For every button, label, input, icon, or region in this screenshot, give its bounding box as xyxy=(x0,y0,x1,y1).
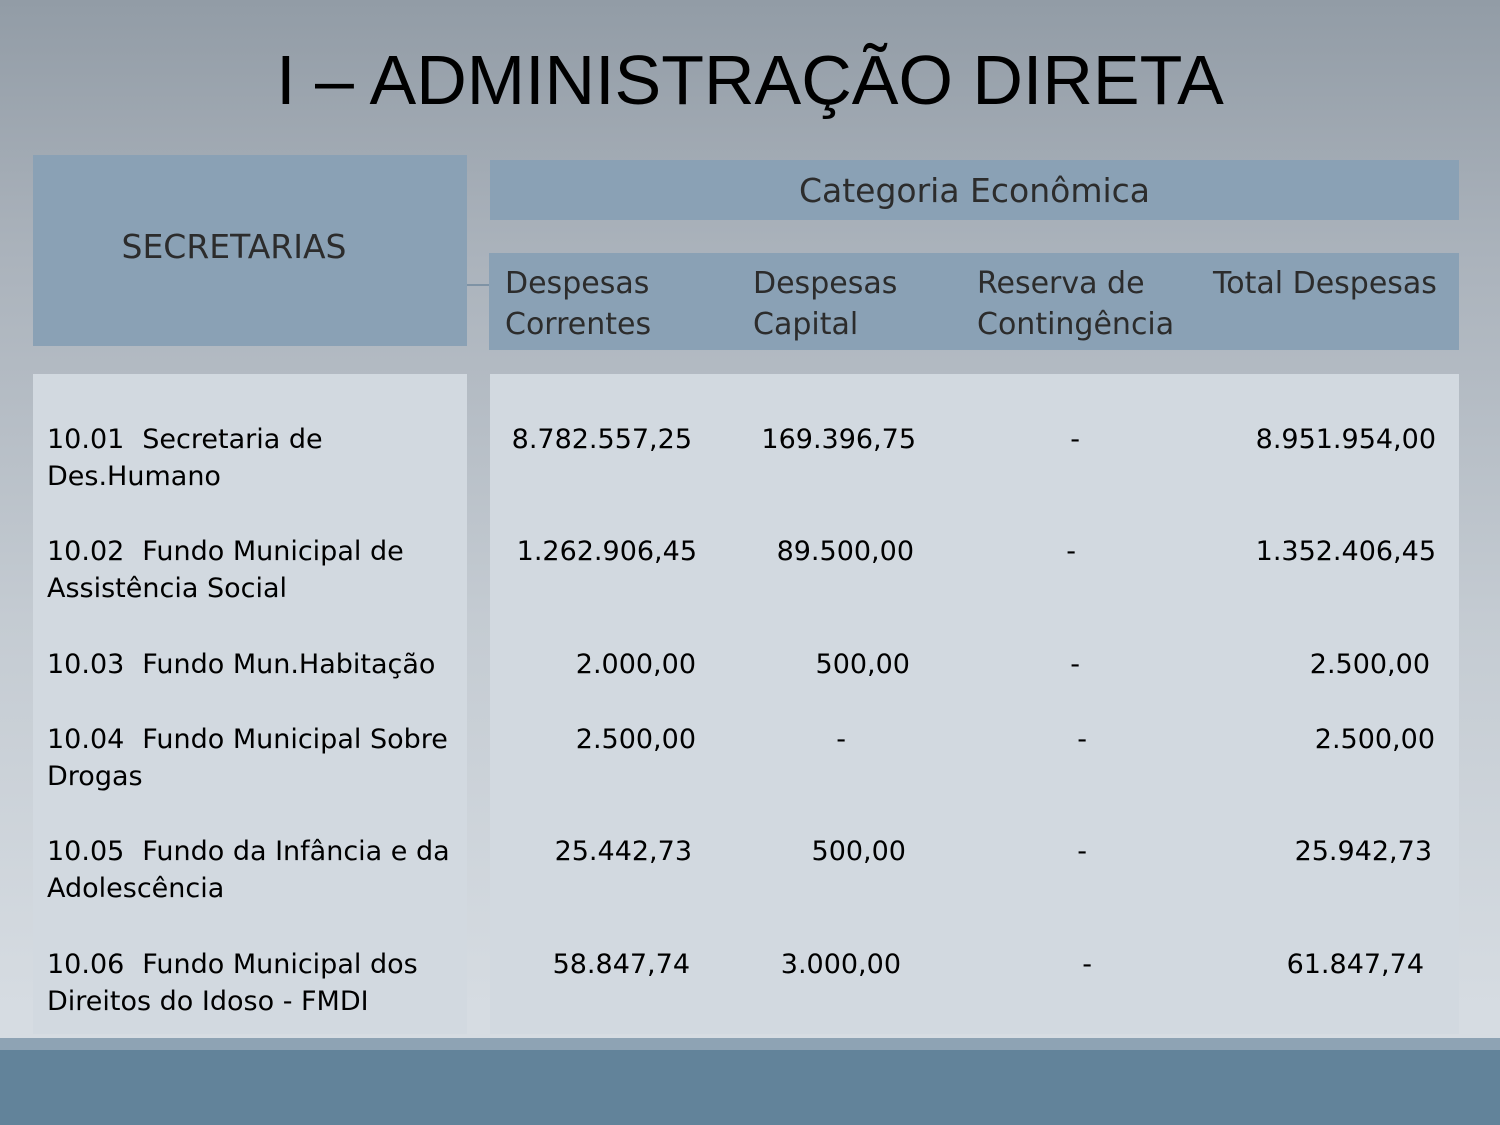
column-headers xyxy=(489,253,1459,350)
table-row-name xyxy=(47,721,462,795)
values-body xyxy=(490,374,1459,1034)
row-despesas-capital: 89.500,00 xyxy=(776,536,914,567)
row-despesas-capital: 500,00 xyxy=(815,649,910,680)
header-connector-line xyxy=(467,284,490,286)
row-code: 10.04 xyxy=(47,724,125,755)
row-despesas-correntes: 2.500,00 xyxy=(575,724,696,755)
row-despesas-correntes: 1.262.906,45 xyxy=(516,536,697,567)
row-despesas-capital: 3.000,00 xyxy=(780,949,901,980)
categoria-economica-label: Categoria Econômica xyxy=(798,170,1151,210)
column-header-total-despesas: Total Despesas xyxy=(1213,266,1437,301)
row-total-despesas: 2.500,00 xyxy=(1314,724,1435,755)
secretarias-header-label: SECRETARIAS xyxy=(121,227,347,266)
row-despesas-capital: 500,00 xyxy=(811,836,906,867)
row-label: Fundo Municipal de Assistência Social xyxy=(47,536,404,604)
row-reserva-contingencia: - xyxy=(1066,536,1076,567)
table-row-name xyxy=(47,533,462,607)
footer-band xyxy=(0,1050,1500,1125)
row-despesas-correntes: 2.000,00 xyxy=(575,649,696,680)
row-despesas-capital: - xyxy=(836,724,846,755)
row-label: Fundo Municipal Sobre Drogas xyxy=(47,724,448,792)
column-header-reserva-contingencia: Reserva de Contingência xyxy=(977,266,1175,342)
row-reserva-contingencia: - xyxy=(1082,949,1092,980)
row-code: 10.03 xyxy=(47,649,125,680)
row-code: 10.05 xyxy=(47,836,125,867)
column-header-despesas-capital: Despesas Capital xyxy=(753,266,898,342)
row-total-despesas: 8.951.954,00 xyxy=(1255,424,1436,455)
row-total-despesas: 61.847,74 xyxy=(1286,949,1424,980)
table-row-name xyxy=(47,646,462,683)
row-label: Fundo da Infância e da Adolescência xyxy=(47,836,450,904)
table-row-name xyxy=(47,946,462,1020)
row-despesas-capital: 169.396,75 xyxy=(761,424,916,455)
row-total-despesas: 1.352.406,45 xyxy=(1255,536,1436,567)
row-despesas-correntes: 8.782.557,25 xyxy=(511,424,692,455)
row-total-despesas: 2.500,00 xyxy=(1309,649,1430,680)
table-row-name xyxy=(47,833,462,907)
row-reserva-contingencia: - xyxy=(1070,649,1080,680)
row-despesas-correntes: 25.442,73 xyxy=(554,836,692,867)
row-despesas-correntes: 58.847,74 xyxy=(552,949,690,980)
categoria-economica-header xyxy=(490,160,1459,220)
row-label: Secretaria de Des.Humano xyxy=(47,424,323,492)
row-code: 10.06 xyxy=(47,949,125,980)
page-title: I – ADMINISTRAÇÃO DIRETA xyxy=(276,41,1224,119)
footer-accent-line xyxy=(0,1038,1500,1050)
row-code: 10.01 xyxy=(47,424,125,455)
row-label: Fundo Municipal dos Direitos do Idoso - FMDI xyxy=(47,949,418,1017)
secretarias-header xyxy=(33,155,467,346)
column-header-despesas-correntes: Despesas Correntes xyxy=(505,266,652,342)
row-total-despesas: 25.942,73 xyxy=(1294,836,1432,867)
row-reserva-contingencia: - xyxy=(1077,836,1087,867)
row-label: Fundo Mun.Habitação xyxy=(142,649,436,680)
table-row-name xyxy=(47,421,462,495)
row-code: 10.02 xyxy=(47,536,125,567)
row-reserva-contingencia: - xyxy=(1077,724,1087,755)
row-reserva-contingencia: - xyxy=(1070,424,1080,455)
